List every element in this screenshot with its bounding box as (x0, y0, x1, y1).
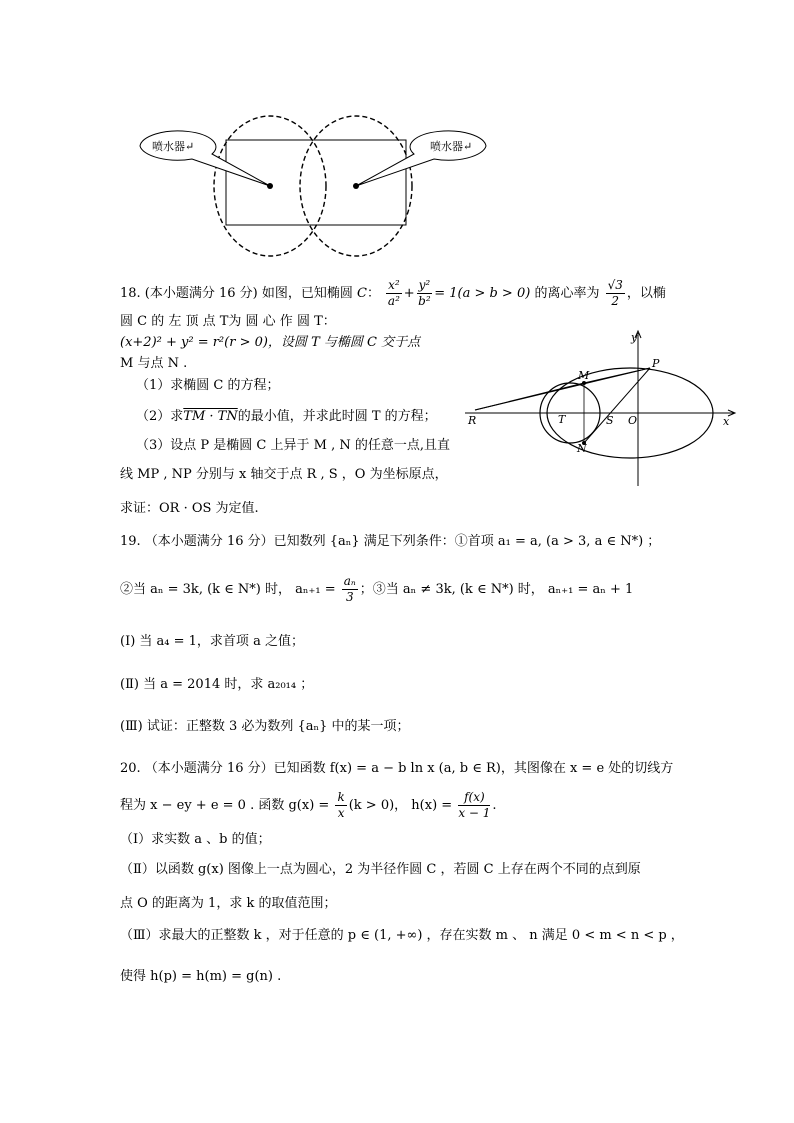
q18-part3-c: 求证：OR · OS 为定值. (120, 501, 259, 516)
q18-part2-a: （2）求 (136, 409, 184, 424)
q18-intro: 18. (本小题满分 16 分) 如图，已知椭圆 (120, 286, 353, 301)
q18-line1: 18. (本小题满分 16 分) 如图，已知椭圆 C： $\frac{\text{x²}}{\text{a²}}$ + $\frac{\text{y²}}{\text{b²}}$ = 1(a > b > 0) 的离心率为 $\frac{√3}{2}$ ，以椭 (120, 278, 666, 308)
g-frac: $\frac{k}{x}$ (337, 790, 345, 820)
q20-part3-b: 使得 h(p) = h(m) = g(n) . (120, 969, 282, 984)
left-callout-label: 喷水器↵ (152, 140, 195, 153)
q20-text-c: . (492, 798, 497, 813)
line-pn (584, 368, 650, 443)
label-p: P (652, 357, 660, 370)
q18-line3: (x+2)² + y² = r²(r > 0)，设圆 T 与椭圆 C 交于点 (120, 335, 421, 350)
q20-part2-a: （Ⅱ）以函数 g(x) 图像上一点为圆心，2 为半径作圆 C ，若圆 C 上存在两个不同的点到原 (120, 862, 641, 877)
q19-part3: (Ⅲ) 试证：正整数 3 必为数列 {aₙ} 中的某一项； (120, 719, 410, 734)
q20-text-a: 程为 x − ey + e = 0 . 函数 g(x) = (120, 798, 330, 813)
right-callout-label: 喷水器↵ (430, 140, 473, 153)
q18-part3-a: （3）设点 P 是椭圆 C 上异于 M , N 的任意一点,且直 (136, 438, 450, 453)
line-mp (584, 368, 650, 383)
label-s: S (606, 414, 614, 427)
h-frac: $\frac{f(x)}{x - 1}$ (458, 790, 491, 820)
rectangle-field (226, 140, 406, 225)
eccentricity-frac: $\frac{√3}{2}$ (607, 278, 623, 308)
q20-part2-b: 点 O 的距离为 1，求 k 的取值范围； (120, 896, 337, 911)
q18-ecc-text: 的离心率为 (534, 286, 600, 301)
q18-line2: 圆 C 的 左 顶 点 T为 圆 心 作 圆 T： (120, 314, 336, 329)
q20-line1: 20. （本小题满分 16 分）已知函数 f(x) = a − b ln x (a, b ∈ R)，其图像在 x = e 处的切线方 (120, 761, 674, 776)
q18-line4: M 与点 N . (120, 356, 188, 371)
q18-part1: （1）求椭圆 C 的方程； (136, 378, 280, 393)
q18-tail: ，以椭 (626, 286, 666, 301)
label-n: N (577, 442, 587, 455)
ellipse-figure (460, 328, 745, 488)
label-t: T (558, 413, 566, 426)
line-rm (475, 383, 584, 410)
q19-line1: 19. （本小题满分 16 分）已知数列 {aₙ} 满足下列条件：①首项 a₁ = a, (a > 3, a ∈ N*) ； (120, 534, 661, 549)
q20-text-b: (k > 0)， h(x) = (348, 798, 453, 813)
label-y: y (631, 331, 638, 344)
q19-part1: (Ⅰ) 当 a₄ = 1，求首项 a 之值； (120, 634, 304, 649)
vector-product: TM · TN (183, 409, 238, 424)
q18-part2-b: 的最小值，并求此时圆 T 的方程； (237, 409, 437, 424)
q19-cond3: ；③当 aₙ ≠ 3k, (k ∈ N*) 时， aₙ₊₁ = aₙ + 1 (359, 582, 634, 597)
ellipse-frac-x: $\frac{\text{x²}}{\text{a²}}$ (387, 278, 400, 308)
ellipse-rhs: = 1(a > b > 0) (434, 286, 531, 301)
q20-line2 (120, 790, 497, 821)
q19-frac: $\frac{\text{aₙ}}{3}$ (343, 574, 356, 604)
q20-part3-a: （Ⅲ）求最大的正整数 k ，对于任意的 p ∈ (1, +∞) ，存在实数 m 、 n 满足 0 < m < n < p ， (120, 928, 684, 943)
q19-part2: (Ⅱ) 当 a = 2014 时，求 a₂₀₁₄ ； (120, 677, 314, 692)
q18-part3-b: 线 MP , NP 分别与 x 轴交于点 R , S ，O 为坐标原点， (120, 467, 448, 482)
q20-part1: （Ⅰ）求实数 a 、b 的值； (120, 832, 271, 847)
label-o: O (628, 414, 638, 427)
q18-part2 (136, 405, 437, 424)
q19-line2 (120, 574, 633, 605)
label-m: M (578, 369, 590, 382)
sprinkler-figure (130, 108, 500, 258)
label-r: R (468, 414, 477, 427)
label-x: x (723, 415, 730, 428)
ellipse-name: C (357, 286, 367, 301)
ellipse-frac-y: $\frac{\text{y²}}{\text{b²}}$ (418, 278, 431, 308)
q19-cond2: ②当 aₙ = 3k, (k ∈ N*) 时， aₙ₊₁ = (120, 582, 336, 597)
